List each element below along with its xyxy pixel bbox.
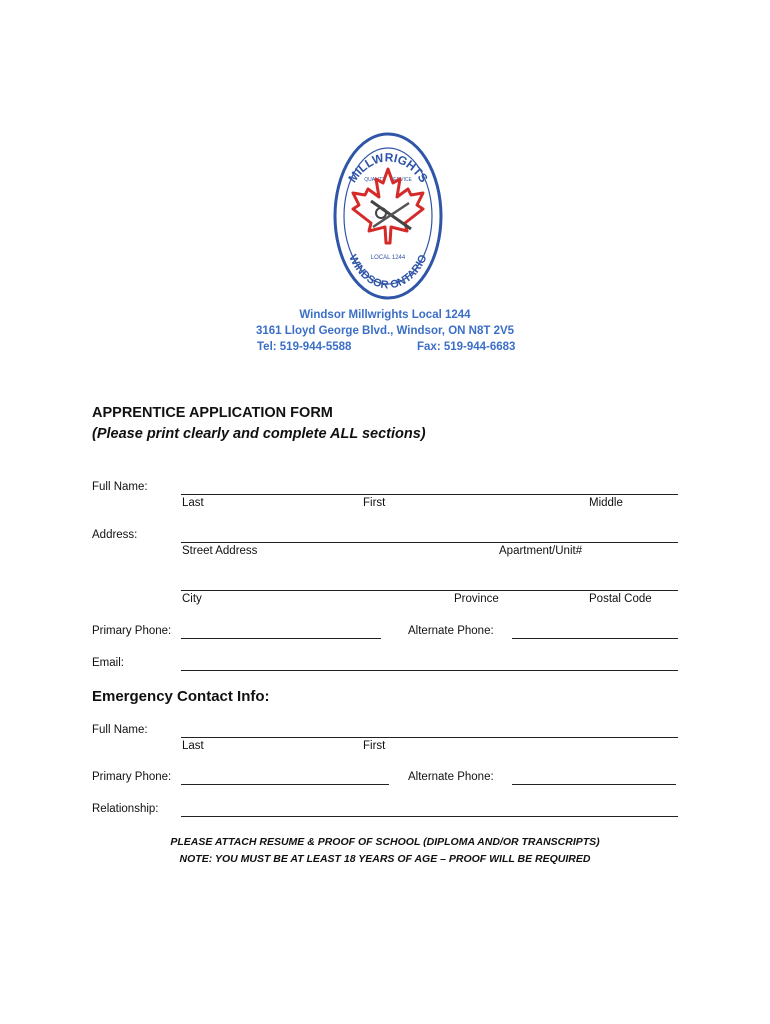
email-label: Email: <box>92 657 124 669</box>
email-field[interactable] <box>181 670 678 671</box>
street-address-caption: Street Address <box>182 545 258 557</box>
emergency-alternate-phone-field[interactable] <box>512 784 676 785</box>
org-address: 3161 Lloyd George Blvd., Windsor, ON N8T 2V5 <box>255 325 515 337</box>
full-name-last-caption: Last <box>182 497 204 509</box>
city-province-postal-field[interactable] <box>181 590 678 591</box>
emergency-alternate-phone-label: Alternate Phone: <box>408 771 494 783</box>
address-label: Address: <box>92 529 138 541</box>
org-name: Windsor Millwrights Local 1244 <box>299 309 471 321</box>
full-name-middle-caption: Middle <box>589 497 623 509</box>
org-fax: Fax: 519-944-6683 <box>417 341 516 353</box>
form-title: APPRENTICE APPLICATION FORM <box>92 405 333 421</box>
emergency-heading: Emergency Contact Info: <box>92 688 270 705</box>
emergency-full-name-label: Full Name: <box>92 724 148 736</box>
age-note: NOTE: YOU MUST BE AT LEAST 18 YEARS OF AGE – PROOF WILL BE REQUIRED <box>179 853 591 865</box>
emergency-first-caption: First <box>363 740 386 752</box>
logo-sub-text: QUALITY · SERVICE <box>364 177 412 183</box>
city-caption: City <box>182 593 202 605</box>
full-name-first-caption: First <box>363 497 386 509</box>
relationship-field[interactable] <box>181 816 678 817</box>
org-tel: Tel: 519-944-5588 <box>257 341 352 353</box>
attach-note: PLEASE ATTACH RESUME & PROOF OF SCHOOL (DIPLOMA AND/OR TRANSCRIPTS) <box>170 836 600 848</box>
relationship-label: Relationship: <box>92 803 159 815</box>
emergency-primary-phone-label: Primary Phone: <box>92 771 172 783</box>
primary-phone-label: Primary Phone: <box>92 625 172 637</box>
full-name-label: Full Name: <box>92 481 148 493</box>
full-name-field[interactable] <box>181 494 678 495</box>
postal-code-caption: Postal Code <box>589 593 652 605</box>
emergency-primary-phone-field[interactable] <box>181 784 389 785</box>
alternate-phone-field[interactable] <box>512 638 678 639</box>
street-address-field[interactable] <box>181 542 678 543</box>
emergency-last-caption: Last <box>182 740 204 752</box>
millwrights-logo <box>333 131 443 301</box>
logo-top-text: MILLWRIGHTS <box>345 150 431 186</box>
alternate-phone-label: Alternate Phone: <box>408 625 494 637</box>
primary-phone-field[interactable] <box>181 638 381 639</box>
form-subtitle: (Please print clearly and complete ALL sections) <box>92 426 426 442</box>
emergency-full-name-field[interactable] <box>181 737 678 738</box>
apartment-unit-caption: Apartment/Unit# <box>499 545 583 557</box>
logo-local-text: LOCAL 1244 <box>370 255 406 261</box>
logo-bottom-text: WINDSOR ONTARIO <box>346 252 430 292</box>
province-caption: Province <box>454 593 499 605</box>
